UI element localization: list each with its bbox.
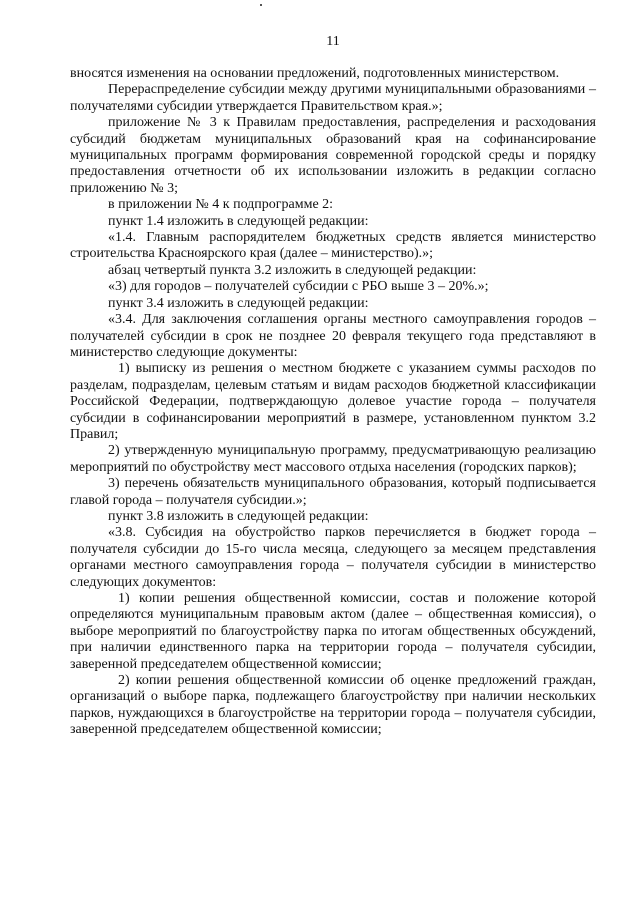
- scan-artifact: [260, 4, 262, 6]
- paragraph-8: «3) для городов – получателей субсидии с РБО выше 3 – 20%.»;: [108, 279, 489, 295]
- paragraph-3: приложение № 3 к Правилам предоставления, распределения и расходования субсидий бюджетам муниципальных образований края на софинансирование муниципальных программ формирования современной городской среды и порядку предоставления отчетности об их использовании изложить в редакции согласно приложению № 3;: [70, 115, 596, 196]
- paragraph-1: вносятся изменения на основании предложений, подготовленных министерством.: [70, 66, 560, 81]
- paragraph-13: 3) перечень обязательств муниципального образования, который подписывается главой города – получателя субсидии.»;: [70, 476, 596, 508]
- paragraph-7: абзац четвертый пункта 3.2 изложить в следующей редакции:: [108, 262, 477, 278]
- document-page: [70, 36, 596, 896]
- paragraph-17: 2) копии решения общественной комиссии об оценке предложений граждан, организаций о выборе парка, подлежащего благоустройству при наличии нескольких парков, нуждающихся в благоустройстве на территории города – получателя субсидии, заверенной председателем общественной комиссии;: [70, 673, 596, 738]
- paragraph-11: 1) выписку из решения о местном бюджете с указанием суммы расходов по разделам, подразделам, целевым статьям и видам расходов бюджетной классификации Российской Федерации, подтверждающую долевое участие города – получателя субсидии в софинансировании мероприятий в размере, установленном пунктом 3.2 Правил;: [70, 361, 596, 442]
- paragraph-2: Перераспределение субсидии между другими муниципальными образованиями – получателями субсидии утверждается Правительством края.»;: [70, 82, 596, 114]
- paragraph-12: 2) утвержденную муниципальную программу, предусматривающую реализацию мероприятий по обустройству мест массового отдыха населения (городских парков);: [70, 443, 596, 475]
- paragraph-9: пункт 3.4 изложить в следующей редакции:: [108, 295, 369, 311]
- paragraph-14: пункт 3.8 изложить в следующей редакции:: [108, 508, 369, 524]
- page-number: 11: [326, 34, 340, 49]
- paragraph-15: «3.8. Субсидия на обустройство парков перечисляется в бюджет города – получателя субсидии до 15-го числа месяца, следующего за месяцем представления органами местного самоуправления города – получателя субсидии в министерство следующих документов:: [70, 525, 596, 590]
- paragraph-5: пункт 1.4 изложить в следующей редакции:: [108, 213, 369, 229]
- paragraph-4: в приложении № 4 к подпрограмме 2:: [108, 197, 334, 213]
- paragraph-6: «1.4. Главным распорядителем бюджетных средств является министерство строительства Красноярского края (далее – министерство).»;: [70, 230, 596, 262]
- paragraph-16: 1) копии решения общественной комиссии, состав и положение которой определяются муниципальным правовым актом (далее – общественная комиссия), о выборе мероприятий по благоустройству парка по итогам общественных обсуждений, при наличии единственного парка на территории города – получателя субсидии, заверенной председателем общественной комиссии;: [70, 591, 596, 672]
- paragraph-10: «3.4. Для заключения соглашения органы местного самоуправления городов – получателей субсидии в срок не позднее 20 февраля текущего года представляют в министерство следующие документы:: [70, 312, 596, 360]
